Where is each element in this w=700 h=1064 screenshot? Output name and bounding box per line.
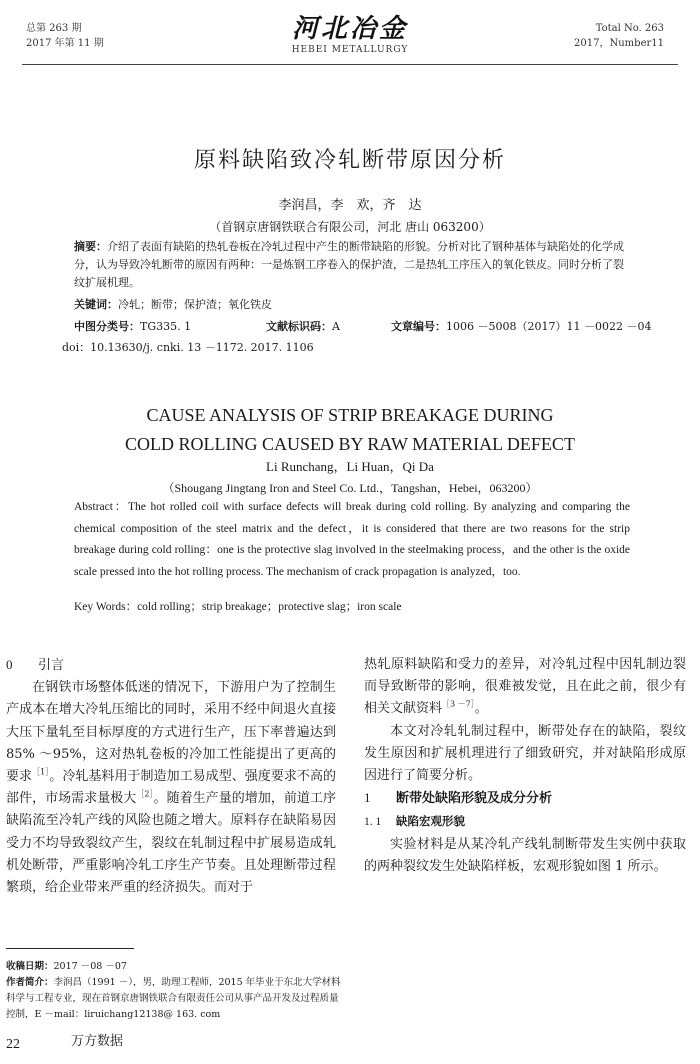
author-bio xyxy=(6,975,346,1023)
section-1-1-number: 1. 1 xyxy=(364,816,382,829)
header-issue-en: Total No. 263 xyxy=(595,23,664,34)
authors-en: Li Runchang，Li Huan，Qi Da xyxy=(266,459,434,474)
article-number-field xyxy=(391,318,651,334)
received-date xyxy=(6,959,346,975)
doc-code-field xyxy=(266,318,340,334)
body-right-column xyxy=(364,654,686,878)
intro-paragraph-2: 本文对冷轧轧制过程中，断带处存在的缺陷，裂纹发生原因和扩展机理进行了细致研究，并对缺陷形成原因进行了简要分析。 xyxy=(364,723,686,784)
citation-1: ［1］ xyxy=(32,767,50,777)
article-number-label: 文章编号： xyxy=(391,320,446,333)
abstract-en-text: The hot rolled coil with surface defects will break during cold rolling. By analyzing and comparing the chemical composition of the steel matrix and the defect，it is considered that there are two reasons for the strip breakage during cold rolling：one is the protective slag involved in the steelmaking process，and the other is the oxide scale pressed into the hot rolling process. The mechanism of crack propagation is analyzed，too. xyxy=(74,501,630,578)
header-date-cn: 2017 年第 11 期 xyxy=(26,38,104,49)
intro-p2-text-a: 热轧原料缺陷和受力的差异，对冷轧过程中因轧制边裂而导致断带的影响，很难被发觉，且在此之前，很少有相关文献资料 xyxy=(364,657,686,717)
citation-3-7: ［3 －7］ xyxy=(442,700,475,710)
intro-paragraph-1 xyxy=(6,677,336,899)
abstract-en-label: Abstract： xyxy=(74,501,129,513)
authors-cn: 李润昌，李 欢，齐 达 xyxy=(278,198,422,213)
doi: doi：10.13630/j. cnki. 13 －1172. 2017. 1106 xyxy=(62,341,314,354)
abstract-cn-label: 摘要： xyxy=(74,240,107,253)
clc-field xyxy=(74,318,191,334)
article-number-value: 1006 －5008（2017）11 －0022 －04 xyxy=(446,320,652,333)
footnote-divider xyxy=(6,948,134,949)
section-1-title: 断带处缺陷形貌及成分分析 xyxy=(396,791,553,807)
section-0-heading xyxy=(6,654,336,677)
keywords-cn-label: 关键词： xyxy=(74,298,118,311)
received-value: 2017 －08 －07 xyxy=(53,961,127,972)
section-0-title: 引言 xyxy=(38,658,65,673)
journal-name-en: HEBEI METALLURGY xyxy=(291,45,409,55)
citation-2: ［2］ xyxy=(136,789,154,799)
section-1-1-heading xyxy=(364,810,686,833)
paper-title-en-line2: COLD ROLLING CAUSED BY RAW MATERIAL DEFECT xyxy=(125,434,575,454)
section-1-1-paragraph: 实验材料是从某冷轧产线轧制断带发生实例中获取的两种裂纹发生处缺陷样板，宏观形貌如图 1 所示。 xyxy=(364,836,686,874)
section-1-heading xyxy=(364,787,686,810)
section-1-1-title: 缺陷宏观形貌 xyxy=(396,814,465,829)
header-divider xyxy=(22,64,678,65)
intro-p1-text-c: 。随着生产量的增加，前道工序缺陷流至冷轧产线的风险也随之增大。原料存在缺陷易因受力不均导致裂纹产生，裂纹在轧制过程中扩展易造成轧机处断带，严重影响冷轧工序生产节奏。且处理断带过程繁琐，给企业带来严重的经济损失。而对于 xyxy=(6,791,336,896)
wanfang-watermark: 万方数据 xyxy=(71,1034,124,1049)
keywords-en-text: cold rolling；strip breakage；protective slag；iron scale xyxy=(137,601,402,613)
paper-title-en-line1: CAUSE ANALYSIS OF STRIP BREAKAGE DURING xyxy=(146,405,554,425)
journal-name-cn: 河北冶金 xyxy=(291,14,408,44)
received-label: 收稿日期： xyxy=(6,961,54,972)
author-bio-text: 李润昌（1991 －），男，助理工程师，2015 年毕业于东北大学材料科学与工程专业，现在首钢京唐钢铁联合有限责任公司从事产品开发及过程质量控制，E －mail：liruichang12138@ 163. com xyxy=(6,977,341,1020)
author-bio-label: 作者简介： xyxy=(6,977,54,988)
header-date-en: 2017，Number11 xyxy=(574,38,664,49)
keywords-cn xyxy=(74,296,272,312)
affiliation-cn: （首钢京唐钢铁联合有限公司，河北 唐山 063200） xyxy=(209,220,491,234)
intro-p1-text-b: 。冷轧基料用于制造加工易成型、强度要求不高的部件，市场需求量极大 xyxy=(6,769,336,807)
paper-title-cn: 原料缺陷致冷轧断带原因分析 xyxy=(193,148,506,173)
body-left-column xyxy=(6,654,336,899)
affiliation-en: （Shougang Jingtang Iron and Steel Co. Ltd.，Tangshan，Hebei，063200） xyxy=(162,481,538,495)
abstract-cn-text: 介绍了表面有缺陷的热轧卷板在冷轧过程中产生的断带缺陷的形貌。分析对比了钢种基体与缺陷处的化学成分，认为导致冷轧断带的原因有两种：一是炼钢工序卷入的保护渣，二是热轧工序压入的氧化铁皮。同时分析了裂纹扩展机理。 xyxy=(74,240,624,289)
paper-title-en xyxy=(0,401,700,459)
intro-p2-text-b: 。 xyxy=(474,701,488,717)
abstract-cn xyxy=(74,238,630,292)
intro-p1-text-a: 在钢铁市场整体低迷的情况下，下游用户为了控制生产成本在增大冷轧压缩比的同时，采用不经中间退火直接大压下量轧至目标厚度的方式进行生产，压下率普遍达到 85% ～95%，这对热轧卷板的冷加工性能提出了更高的要求 xyxy=(6,680,336,785)
header-right xyxy=(574,21,664,51)
keywords-en xyxy=(74,598,402,614)
footnote xyxy=(6,959,346,1023)
keywords-en-label: Key Words： xyxy=(74,601,138,613)
intro-paragraph-1-continued xyxy=(364,654,686,721)
doc-code-label: 文献标识码： xyxy=(266,320,332,333)
page-number: 22 xyxy=(6,1037,20,1052)
clc-value: TG335. 1 xyxy=(140,320,192,333)
keywords-cn-text: 冷轧；断带；保护渣；氧化铁皮 xyxy=(118,298,272,311)
doc-code-value: A xyxy=(332,320,340,333)
abstract-en xyxy=(74,497,630,583)
header-issue-cn: 总第 263 期 xyxy=(26,23,82,34)
clc-label: 中图分类号： xyxy=(74,320,140,333)
section-0-number: 0 xyxy=(6,657,13,672)
section-1-number: 1 xyxy=(364,790,371,806)
